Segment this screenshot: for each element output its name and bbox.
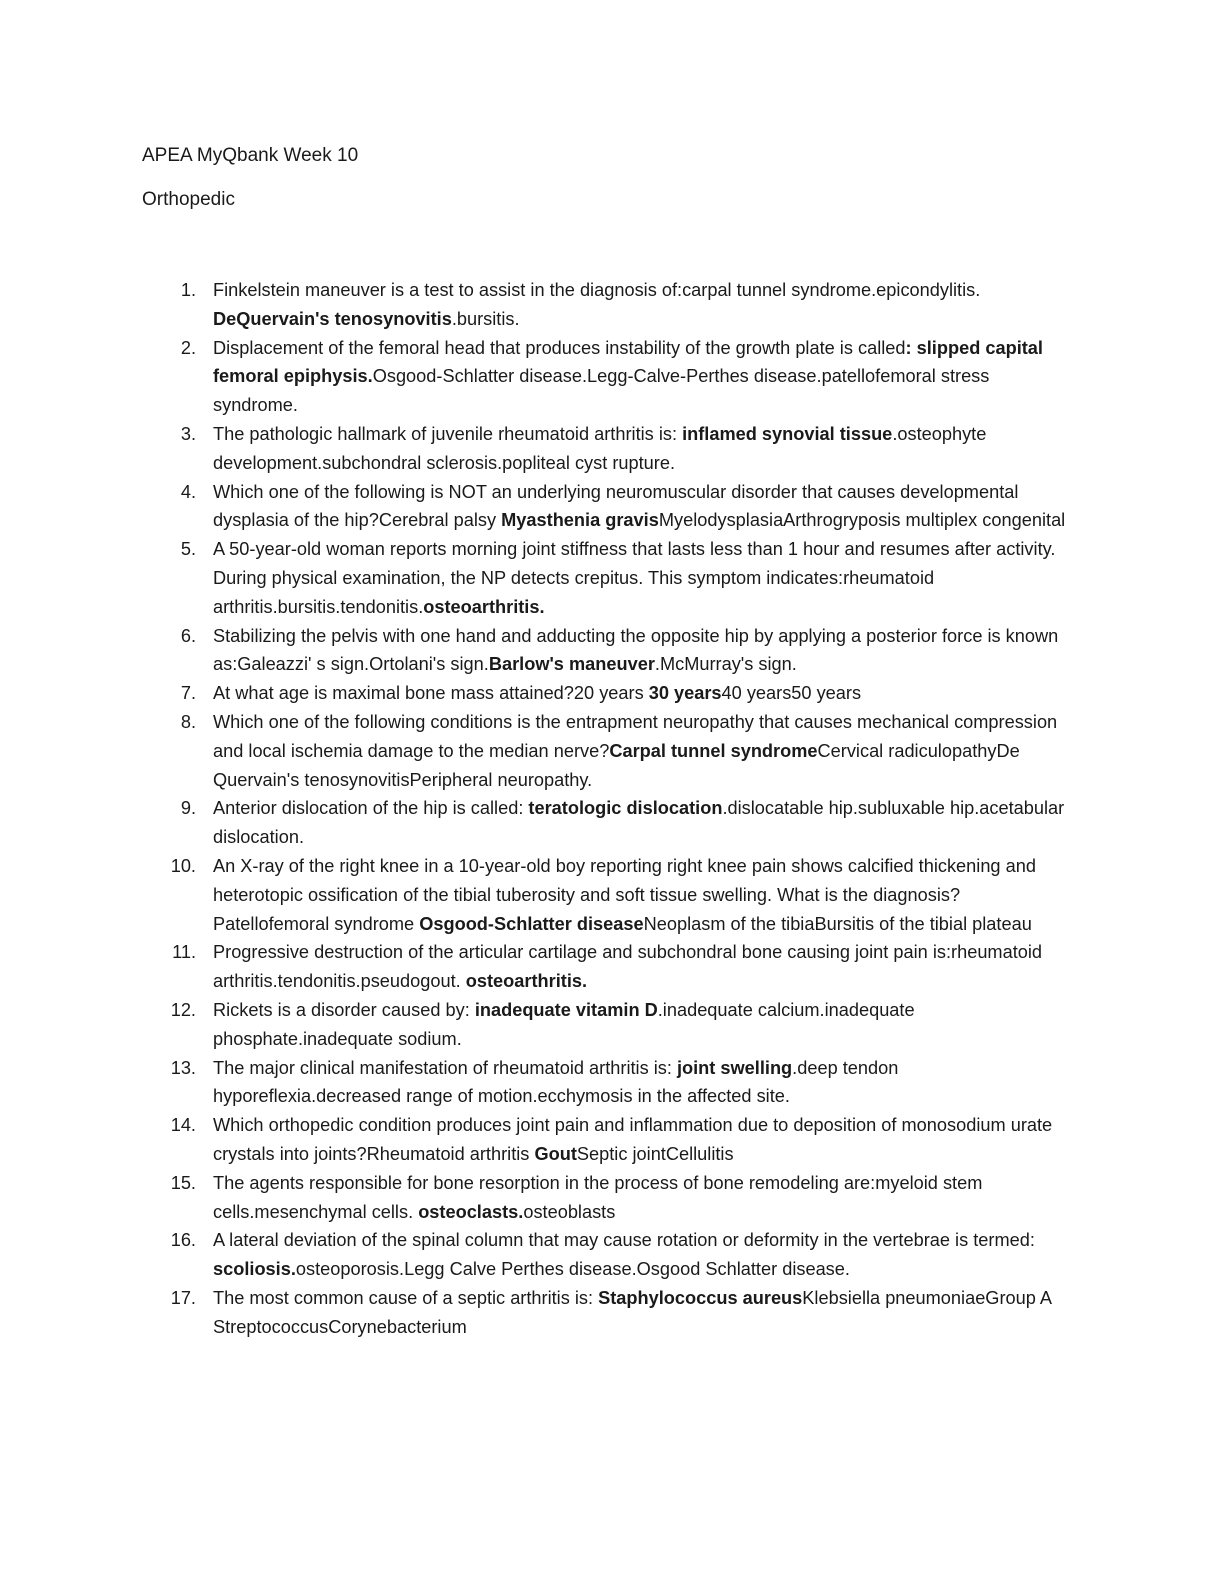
list-item-number: 14. [170,1115,196,1136]
question-text-segment: Osgood-Schlatter disease.Legg-Calve-Perthes disease.patellofemoral stress syndrome. [213,366,990,416]
list-item-number: 17. [170,1287,196,1308]
list-item-number: 8. [180,711,196,732]
list-item-number: 6. [180,625,196,646]
list-item [142,1169,1072,1227]
question-text [213,683,861,703]
list-item [142,938,1072,996]
list-item [142,794,1072,852]
question-text [213,1058,898,1107]
question-text-segment: .bursitis. [451,308,520,329]
list-item-number: 10. [170,855,196,876]
answer-highlight: osteoarthritis. [465,971,588,992]
answer-highlight: Staphylococcus aureus [598,1287,803,1308]
question-text-segment: Klebsiella pneumoniaeGroup A StreptococcusCorynebacterium [213,1287,1052,1337]
question-text [213,539,1055,617]
document-subtitle: Orthopedic [142,189,235,210]
question-text-segment: Septic jointCellulitis [576,1143,734,1164]
answer-highlight: Myasthenia gravis [501,510,659,531]
answer-highlight: Carpal tunnel syndrome [609,740,818,761]
answer-highlight: joint swelling [676,1057,793,1078]
answer-highlight: osteoarthritis. [423,596,545,617]
answer-highlight: Barlow's maneuver [488,654,655,675]
question-text-segment: .McMurray's sign. [654,654,797,675]
list-item-number: 15. [170,1172,196,1193]
question-text-segment: osteoblasts [523,1201,616,1222]
question-text-segment: The major clinical manifestation of rheumatoid arthritis is: [213,1057,677,1078]
question-text-segment: .osteophyte development.subchondral sclerosis.popliteal cyst rupture. [213,423,987,473]
question-text [213,798,1064,847]
list-item [142,535,1072,621]
question-text [213,1288,1051,1337]
question-text-segment: Which orthopedic condition produces joint pain and inflammation due to deposition of monosodium urate crystals into joints?Rheumatoid arthritis [213,1115,1053,1164]
question-text-segment: .dislocatable hip.subluxable hip.acetabular dislocation. [213,798,1065,848]
answer-highlight: Osgood-Schlatter disease [419,913,644,934]
question-text-segment: Which one of the following is NOT an underlying neuromuscular disorder that causes developmental dysplasia of the hip?Cerebral palsy [213,481,1019,531]
question-text [213,856,1036,934]
list-item [142,334,1072,420]
document-title: APEA MyQbank Week 10 [142,145,359,166]
answer-highlight: osteoclasts. [418,1201,524,1222]
question-text-segment: .deep tendon hyporeflexia.decreased range of motion.ecchymosis in the affected site. [213,1057,899,1107]
question-text-segment: Which one of the following conditions is the entrapment neuropathy that causes mechanical compression and local ischemia damage to the median nerve? [213,711,1058,761]
question-text-segment: Neoplasm of the tibiaBursitis of the tibial plateau [643,913,1032,934]
answer-highlight: scoliosis. [213,1259,296,1280]
question-text-segment: Finkelstein maneuver is a test to assist in the diagnosis of:carpal tunnel syndrome.epicondylitis. [213,280,981,300]
question-text [213,1115,1052,1164]
question-text [213,482,1065,531]
list-item-number: 16. [170,1230,196,1251]
question-text [213,1230,1035,1279]
list-item [142,679,1072,708]
list-item [142,996,1072,1054]
question-text [213,280,980,329]
list-item [142,420,1072,478]
question-text [213,712,1057,790]
list-item-number: 3. [180,423,196,444]
answer-highlight: : slipped capital femoral epiphysis. [213,337,1043,387]
question-text [213,1173,982,1222]
question-text-segment: An X-ray of the right knee in a 10-year-old boy reporting right knee pain shows calcified thickening and heterotopic ossification of the tibial tuberosity and soft tissue swelling. What is the diagnosis?Patellofemoral syndrome [213,855,1036,934]
answer-highlight: inflamed synovial tissue [682,423,893,444]
list-item-number: 5. [180,539,196,560]
list-item-number: 2. [180,337,196,358]
list-item [142,852,1072,938]
answer-highlight: Gout [534,1143,577,1164]
list-item-number: 1. [180,280,196,300]
question-text-segment: osteoporosis.Legg Calve Perthes disease.Osgood Schlatter disease. [295,1259,850,1280]
question-text-segment: The pathologic hallmark of juvenile rheumatoid arthritis is: [213,423,683,444]
list-item-number: 12. [170,999,196,1020]
list-item-number: 7. [180,683,196,704]
question-text [213,942,1042,991]
question-text-segment: Progressive destruction of the articular cartilage and subchondral bone causing joint pain is:rheumatoid arthritis.tendonitis.pseudogout. [213,942,1043,992]
question-text-segment: Rickets is a disorder caused by: [213,999,475,1020]
list-item-number: 13. [170,1057,196,1078]
answer-highlight: 30 years [648,683,722,704]
question-text-segment: At what age is maximal bone mass attained?20 years [213,683,649,704]
list-item-number: 9. [180,798,196,819]
question-text [213,626,1058,675]
list-item [142,1054,1072,1112]
question-text-segment: The most common cause of a septic arthritis is: [213,1287,599,1308]
list-item [142,708,1072,794]
list-item [142,1111,1072,1169]
list-item [142,276,1072,334]
answer-highlight: DeQuervain's tenosynovitis [213,308,452,329]
question-text-segment: 40 years50 years [721,683,862,704]
question-text-segment: The agents responsible for bone resorption in the process of bone remodeling are:myeloid stem cells.mesenchymal cells. [213,1172,983,1222]
question-text-segment: Stabilizing the pelvis with one hand and adducting the opposite hip by applying a posterior force is known as:Galeazzi' s sign.Ortolani's sign. [213,625,1059,675]
question-text [213,338,1043,416]
question-text [213,1000,915,1049]
question-text-segment: .inadequate calcium.inadequate phosphate.inadequate sodium. [213,999,915,1049]
question-text-segment: Anterior dislocation of the hip is called: [213,798,529,819]
question-text-segment: A lateral deviation of the spinal column that may cause rotation or deformity in the vertebrae is termed: [213,1230,1035,1251]
list-item [142,622,1072,680]
question-list [142,276,1072,1341]
list-item [142,1226,1072,1284]
list-item-number: 4. [180,481,196,502]
list-item-number: 11. [172,942,196,963]
list-item [142,1284,1072,1342]
question-text-segment: MyelodysplasiaArthrogryposis multiplex congenital [658,510,1066,531]
question-text-segment: Displacement of the femoral head that produces instability of the growth plate is called [213,337,906,358]
question-text [213,424,986,473]
question-text-segment: A 50-year-old woman reports morning joint stiffness that lasts less than 1 hour and resumes after activity. During physical examination, the NP detects crepitus. This symptom indicates:rheumatoid arthritis.bursitis.tendonitis. [213,539,1056,617]
answer-highlight: teratologic dislocation [528,798,723,819]
answer-highlight: inadequate vitamin D [474,999,658,1020]
list-item [142,478,1072,536]
question-text-segment: Cervical radiculopathyDe Quervain's tenosynovitisPeripheral neuropathy. [213,740,1020,790]
